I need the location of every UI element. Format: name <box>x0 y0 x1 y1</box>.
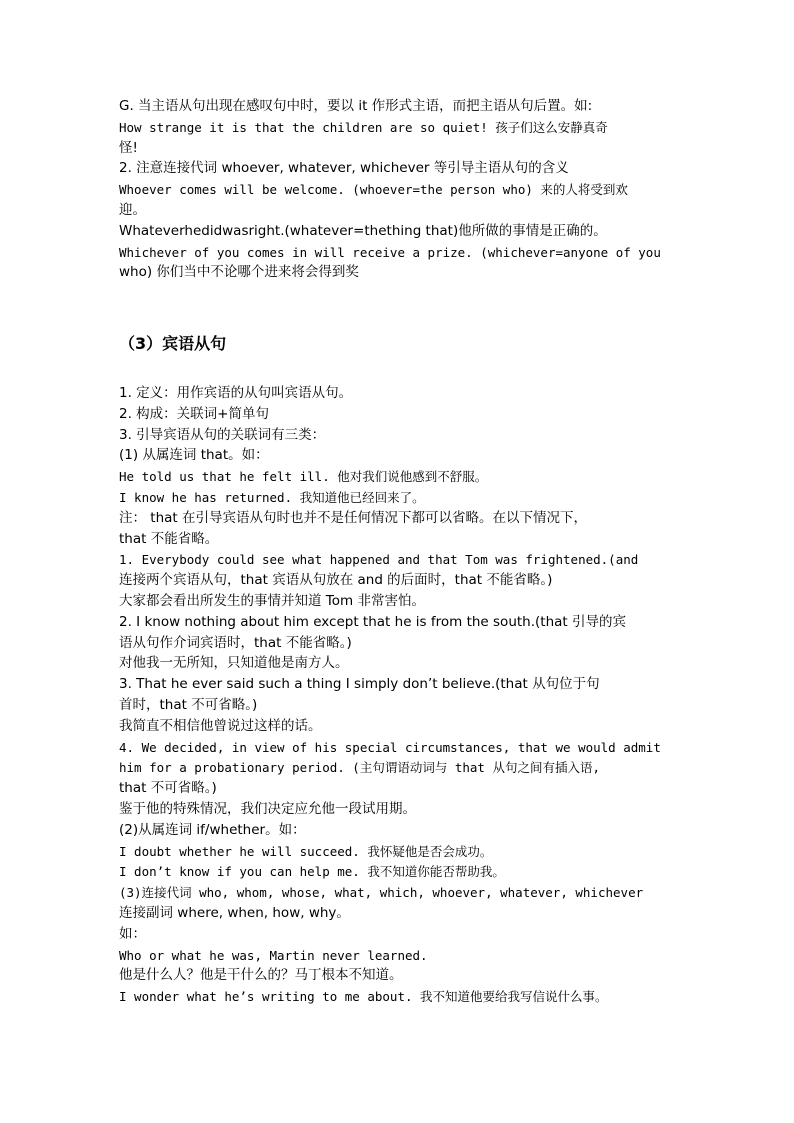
text-line: 2. I know nothing about him except that he is from the south.(that 引导的宾 <box>119 613 626 630</box>
text-line: Whateverhedidwasright.(whatever=thething that)他所做的事情是正确的。 <box>119 222 607 239</box>
text-line: 首时，that 不可省略。) <box>119 697 258 713</box>
text-line: (3)连接代词 who, whom, whose, what, which, whoever, whatever, whichever <box>119 885 644 901</box>
text-line: 3. That he ever said such a thing I simply don’t believe.(that 从句位于句 <box>119 676 600 693</box>
text-line: 鉴于他的特殊情况，我们决定应允他一段试用期。 <box>119 801 416 817</box>
text-line: (1) 从属连词 that。如： <box>119 447 269 464</box>
text-line: Who or what he was, Martin never learned. <box>119 947 428 963</box>
text-line: 1. Everybody could see what happened and that Tom was frightened.(and <box>119 552 639 568</box>
text-line: that 不可省略。) <box>119 780 217 797</box>
text-line: him for a probationary period. (主句谓语动词与 that 从句之间有插入语, <box>119 760 601 776</box>
text-line: 2. 构成：关联词+简单句 <box>119 405 269 422</box>
text-line: 注： that 在引导宾语从句时也并不是任何情况下都可以省略。在以下情况下， <box>119 509 587 526</box>
text-line: 我简直不相信他曾说过这样的话。 <box>119 717 322 734</box>
text-line: 1. 定义：用作宾语的从句叫宾语从句。 <box>119 385 353 401</box>
text-line: I doubt whether he will succeed. 我怀疑他是否会成功。 <box>119 843 493 859</box>
text-line: 连接两个宾语从句，that 宾语从句放在 and 的后面时，that 不能省略。) <box>119 572 553 589</box>
text-line: 3. 引导宾语从句的关联词有三类： <box>119 426 326 443</box>
text-line: 迎。 <box>119 202 146 218</box>
text-line: 2. 注意连接代词 whoever, whatever, whichever 等引导主语从句的含义 <box>119 160 569 177</box>
text-line: (2)从属连词 if/whether。如： <box>119 821 306 838</box>
text-line: He told us that he felt ill. 他对我们说他感到不舒服。 <box>119 469 488 485</box>
text-line: 怪! <box>119 139 138 156</box>
text-line: that 不能省略。 <box>119 530 219 547</box>
text-line: Whoever comes will be welcome. (whoever=the person who) 来的人将受到欢 <box>119 182 628 198</box>
text-line: 大家都会看出所发生的事情并知道 Tom 非常害怕。 <box>119 593 425 609</box>
text-line: How strange it is that the children are so quiet! 孩子们这么安静真奇 <box>119 119 608 135</box>
text-line: 他是什么人？他是干什么的？马丁根本不知道。 <box>119 967 403 984</box>
text-line: 4. We decided, in view of his special circumstances, that we would admit <box>119 739 661 755</box>
section-heading: （3）宾语从句 <box>119 334 227 353</box>
text-line: 语从句作介词宾语时，that 不能省略。) <box>119 634 352 651</box>
text-line: Whichever of you comes in will receive a prize. (whichever=anyone of you <box>119 244 661 260</box>
text-line: I don’t know if you can help me. 我不知道你能否帮助我。 <box>119 864 505 880</box>
text-line: I know he has returned. 我知道他已经回来了。 <box>119 490 425 505</box>
text-line: G. 当主语从句出现在感叹句中时，要以 it 作形式主语，而把主语从句后置。如: <box>119 98 593 114</box>
text-line: 连接副词 where, when, how, why。 <box>119 905 350 921</box>
text-line: 如： <box>119 925 146 942</box>
text-line: I wonder what he’s writing to me about. 我不知道他要给我写信说什么事。 <box>119 989 608 1005</box>
text-line: 对他我一无所知，只知道他是南方人。 <box>119 655 349 672</box>
text-line: who) 你们当中不论哪个进来将会得到奖 <box>119 264 359 281</box>
